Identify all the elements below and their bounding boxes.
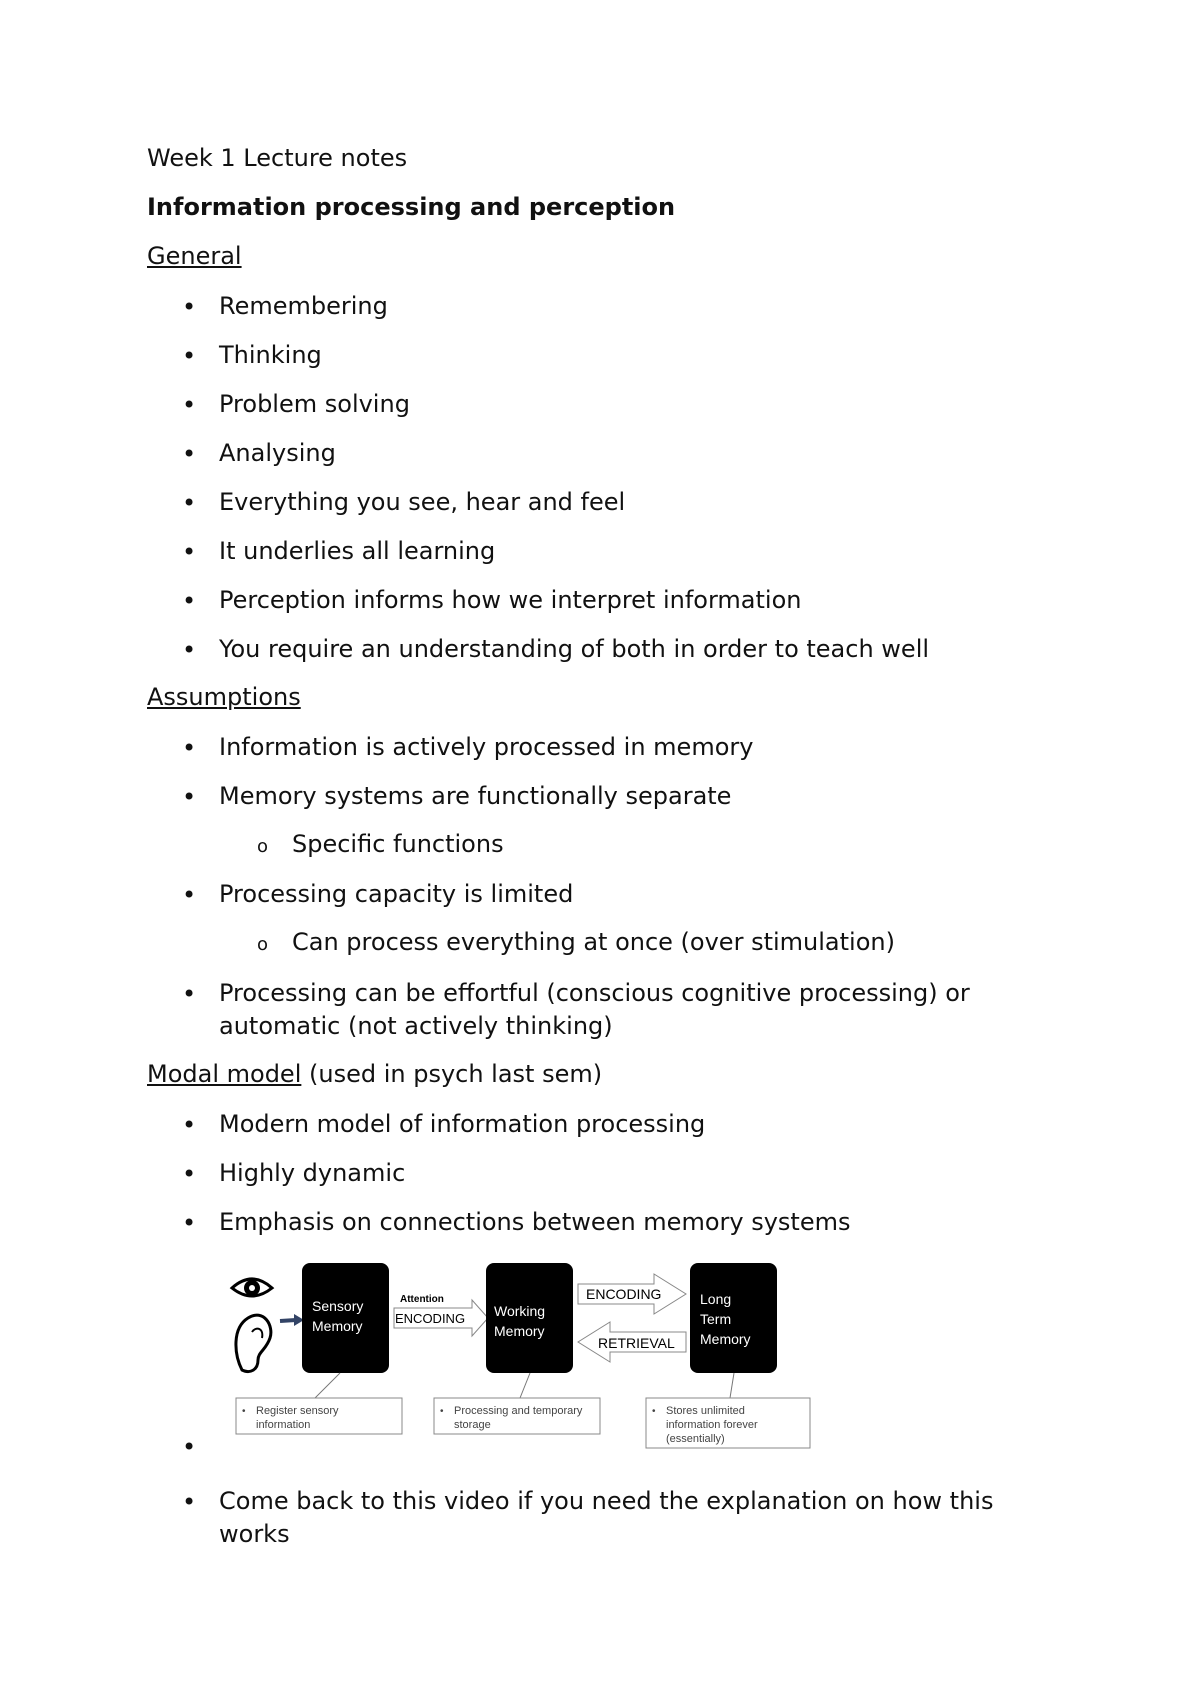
section-heading-general: General [147, 242, 242, 270]
section-heading-assumptions: Assumptions [147, 683, 301, 711]
connector-line [730, 1373, 734, 1398]
bullet: • [182, 881, 197, 909]
working-memory-label-2: Memory [494, 1323, 545, 1339]
list-item: It underlies all learning [219, 537, 496, 565]
long-term-memory-label-3: Memory [700, 1331, 751, 1347]
list-item: Processing capacity is limited [219, 880, 574, 908]
note-bullet: • [652, 1406, 656, 1417]
encoding-label-2: ENCODING [586, 1286, 662, 1302]
connector-line [520, 1373, 530, 1398]
sub-bullet: o [257, 836, 269, 857]
long-term-note-line-3: (essentially) [666, 1433, 725, 1445]
bullet: • [182, 1111, 197, 1139]
list-item: Come back to this video if you need the explanation on how this [219, 1487, 994, 1515]
list-item: Processing can be effortful (conscious cognitive processing) or [219, 979, 970, 1007]
list-item: Analysing [219, 439, 336, 467]
bullet: • [182, 734, 197, 762]
document-title: Week 1 Lecture notes [147, 144, 408, 172]
list-item-continuation: works [219, 1520, 290, 1548]
list-item: Problem solving [219, 390, 410, 418]
sub-bullet: o [257, 934, 269, 955]
eye-icon [232, 1279, 272, 1296]
long-term-memory-label-2: Term [700, 1311, 732, 1327]
list-item: Perception informs how we interpret information [219, 586, 802, 614]
ear-icon [236, 1315, 271, 1371]
bullet: • [182, 391, 197, 419]
encoding-label-1: ENCODING [395, 1311, 466, 1326]
retrieval-label: RETRIEVAL [598, 1335, 675, 1351]
sensory-memory-label-2: Memory [312, 1318, 363, 1334]
bullet: • [182, 489, 197, 517]
bullet: • [182, 538, 197, 566]
sensory-memory-label-1: Sensory [312, 1298, 364, 1314]
input-arrow [280, 1314, 304, 1326]
bullet: • [182, 342, 197, 370]
working-note-line-2: storage [454, 1419, 491, 1431]
sensory-note-line-1: Register sensory [256, 1405, 339, 1417]
bullet: • [182, 293, 197, 321]
list-item: Emphasis on connections between memory systems [219, 1208, 851, 1236]
bullet: • [182, 587, 197, 615]
long-term-note-line-2: information forever [666, 1419, 758, 1431]
section-heading-modal-model [147, 1059, 602, 1089]
long-term-note-line-1: Stores unlimited [666, 1405, 745, 1417]
modal-model-note: (used in psych last sem) [301, 1060, 603, 1088]
list-item: Thinking [219, 341, 322, 369]
modal-model-title: Modal model [147, 1060, 302, 1088]
bullet: • [182, 1488, 197, 1516]
sensory-note-line-2: information [256, 1419, 311, 1431]
list-item: Memory systems are functionally separate [219, 782, 732, 810]
list-item: Modern model of information processing [219, 1110, 706, 1138]
note-bullet: • [440, 1406, 444, 1417]
modal-model-diagram [220, 1258, 820, 1458]
long-term-memory-label-1: Long [700, 1291, 732, 1307]
sub-list-item: Specific functions [292, 830, 504, 858]
working-note-line-1: Processing and temporary [454, 1405, 583, 1417]
working-memory-label-1: Working [494, 1303, 546, 1319]
note-bullet: • [242, 1406, 246, 1417]
document-heading: Information processing and perception [147, 193, 676, 221]
connector-line [315, 1373, 340, 1398]
empty-bullet: • [182, 1433, 197, 1461]
bullet: • [182, 1209, 197, 1237]
list-item: Remembering [219, 292, 388, 320]
list-item: Information is actively processed in memory [219, 733, 754, 761]
bullet: • [182, 980, 197, 1008]
bullet: • [182, 1160, 197, 1188]
attention-label: Attention [400, 1294, 444, 1305]
bullet: • [182, 440, 197, 468]
list-item: Everything you see, hear and feel [219, 488, 626, 516]
list-item: Highly dynamic [219, 1159, 406, 1187]
list-item-continuation: automatic (not actively thinking) [219, 1012, 613, 1040]
list-item: You require an understanding of both in order to teach well [219, 635, 930, 663]
sub-list-item: Can process everything at once (over stimulation) [292, 928, 895, 956]
bullet: • [182, 783, 197, 811]
bullet: • [182, 636, 197, 664]
